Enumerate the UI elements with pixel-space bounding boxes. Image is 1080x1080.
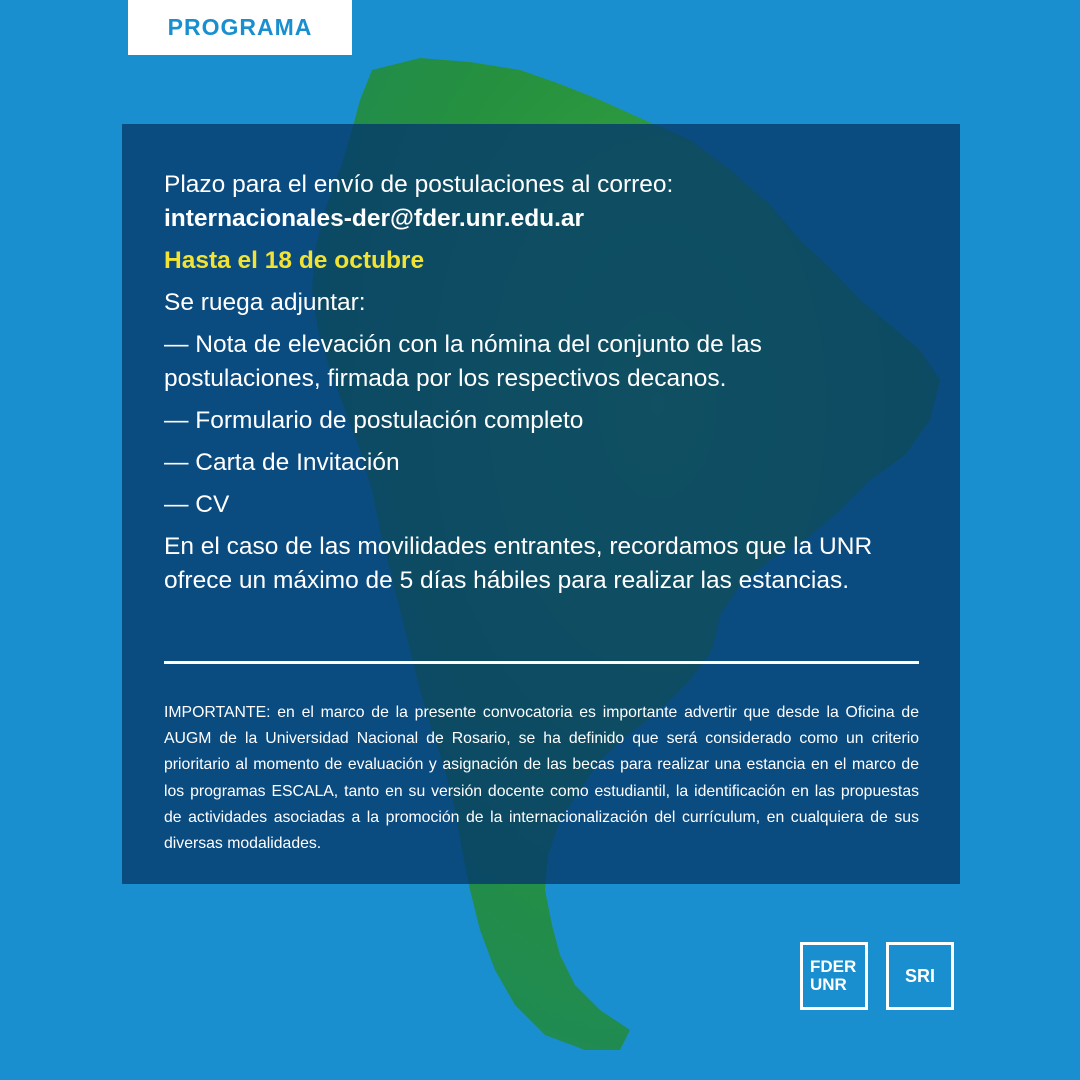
sri-logo (886, 942, 954, 1010)
attach-item: — Carta de Invitación (164, 449, 400, 476)
main-content (164, 168, 919, 598)
closing-text: En el caso de las movilidades entrantes, recordamos que la UNR ofrece un máximo de 5 días hábiles para realizar las estancias. (164, 533, 873, 594)
program-tag (128, 0, 352, 55)
contact-email[interactable]: internacionales-der@fder.unr.edu.ar (164, 205, 585, 232)
attach-item: — Nota de elevación con la nómina del conjunto de las postulaciones, firmada por los respectivos decanos. (164, 331, 762, 392)
attach-item: — Formulario de postulación completo (164, 407, 584, 434)
divider (164, 661, 919, 664)
important-note: IMPORTANTE: en el marco de la presente convocatoria es importante advertir que desde la Oficina de AUGM de la Universidad Nacional de Rosario, se ha definido que será considerado como un criterio prioritario al momento de evaluación y asignación de las becas para realizar una estancia en el marco de los programas ESCALA, tanto en su versión docente como estudiantil, la identificación en las propuestas de actividades asociadas a la promoción de la internacionalización del currículum, en cualquiera de sus diversas modalidades. (164, 703, 919, 853)
fder-logo-line1: FDER (810, 957, 857, 976)
deadline-date: Hasta el 18 de octubre (164, 247, 425, 274)
deadline-intro: Plazo para el envío de postulaciones al correo: (164, 171, 674, 198)
attach-intro: Se ruega adjuntar: (164, 289, 366, 316)
fder-logo-line2: UNR (810, 975, 847, 994)
sri-logo-label: SRI (904, 965, 935, 986)
info-panel (122, 124, 960, 884)
attach-item: — CV (164, 491, 230, 518)
fder-unr-logo (800, 942, 868, 1010)
program-tag-label: PROGRAMA (167, 14, 313, 40)
